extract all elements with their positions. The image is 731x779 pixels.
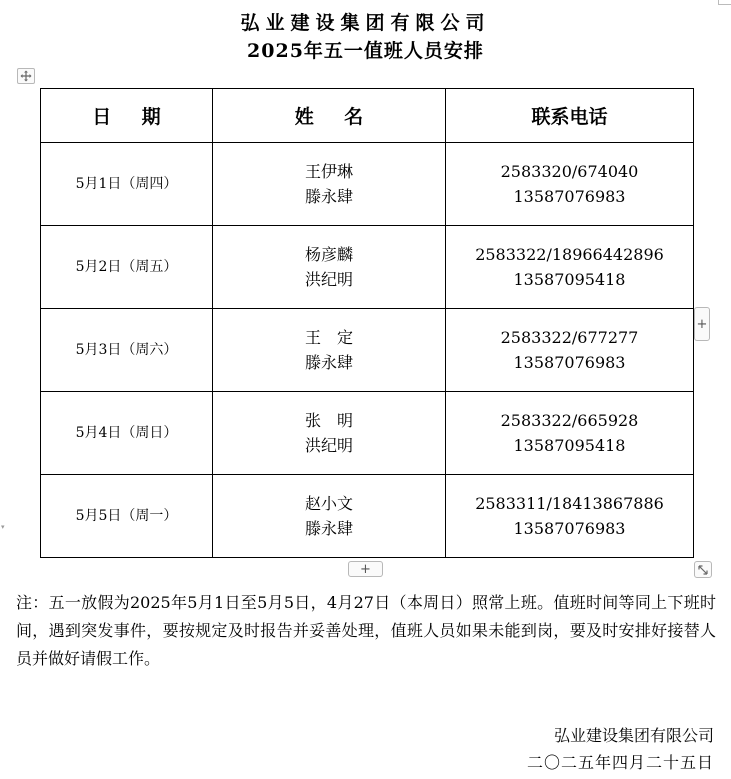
- move-arrows-icon: [20, 70, 32, 82]
- names-cell: [213, 475, 446, 558]
- table-row: [41, 309, 694, 392]
- header-date: 日期: [41, 89, 213, 143]
- names-cell: [213, 309, 446, 392]
- phone-number: 2583311/18413867886: [475, 494, 664, 513]
- document-subtitle: 2025年五一值班人员安排: [247, 40, 484, 62]
- phone-number: 2583320/674040: [500, 162, 639, 181]
- table-row: [41, 475, 694, 558]
- person-name: 滕永肆: [304, 353, 353, 372]
- phone-number: 2583322/18966442896: [475, 245, 664, 264]
- names-cell: [213, 143, 446, 226]
- person-name: 洪纪明: [304, 270, 353, 289]
- table-move-handle[interactable]: [17, 68, 35, 84]
- left-edge-marker-icon: ▾: [1, 523, 5, 531]
- table-resize-handle[interactable]: [694, 561, 712, 578]
- signature-company: 弘业建设集团有限公司: [553, 726, 714, 745]
- phone-number: 13587095418: [513, 436, 626, 455]
- table-row: [41, 226, 694, 309]
- phones-cell: [446, 392, 694, 475]
- person-name: 滕永肆: [304, 519, 353, 538]
- names-cell: [213, 392, 446, 475]
- date-cell: 5月1日（周四）: [41, 143, 213, 226]
- person-name: 张 明: [304, 411, 353, 430]
- person-name: 洪纪明: [304, 436, 353, 455]
- duty-schedule-table: [40, 88, 694, 558]
- phone-number: 13587095418: [513, 270, 626, 289]
- person-name: 杨彦麟: [304, 245, 353, 264]
- phone-number: 13587076983: [513, 187, 626, 206]
- date-cell: 5月5日（周一）: [41, 475, 213, 558]
- names-cell: [213, 226, 446, 309]
- person-name: 王 定: [304, 328, 353, 347]
- page-corner-mark: [718, 0, 731, 5]
- document-title: 弘业建设集团有限公司: [240, 12, 491, 34]
- table-row: [41, 143, 694, 226]
- resize-diagonal-icon: [697, 564, 709, 576]
- note-paragraph: 注：五一放假为2025年5月1日至5月5日，4月27日（本周日）照常上班。值班时间等同上下班时间，遇到突发事件，要按规定及时报告并妥善处理，值班人员如果未能到岗，要及时安排好接替人员并做好请假工作。: [16, 593, 716, 668]
- phones-cell: [446, 143, 694, 226]
- phones-cell: [446, 309, 694, 392]
- person-name: 王伊琳: [304, 162, 353, 181]
- phone-number: 13587076983: [513, 353, 626, 372]
- header-phone: 联系电话: [446, 89, 694, 143]
- phones-cell: [446, 226, 694, 309]
- header-name: 姓名: [213, 89, 446, 143]
- add-row-button[interactable]: +: [348, 561, 383, 577]
- phones-cell: [446, 475, 694, 558]
- table-header-row: [41, 89, 694, 143]
- date-cell: 5月2日（周五）: [41, 226, 213, 309]
- table-row: [41, 392, 694, 475]
- date-cell: 5月4日（周日）: [41, 392, 213, 475]
- phone-number: 2583322/665928: [500, 411, 639, 430]
- signature-date: 二〇二五年四月二十五日: [526, 753, 714, 772]
- add-column-button[interactable]: +: [694, 307, 710, 341]
- date-cell: 5月3日（周六）: [41, 309, 213, 392]
- person-name: 滕永肆: [304, 187, 353, 206]
- phone-number: 2583322/677277: [500, 328, 639, 347]
- phone-number: 13587076983: [513, 519, 626, 538]
- person-name: 赵小文: [304, 494, 353, 513]
